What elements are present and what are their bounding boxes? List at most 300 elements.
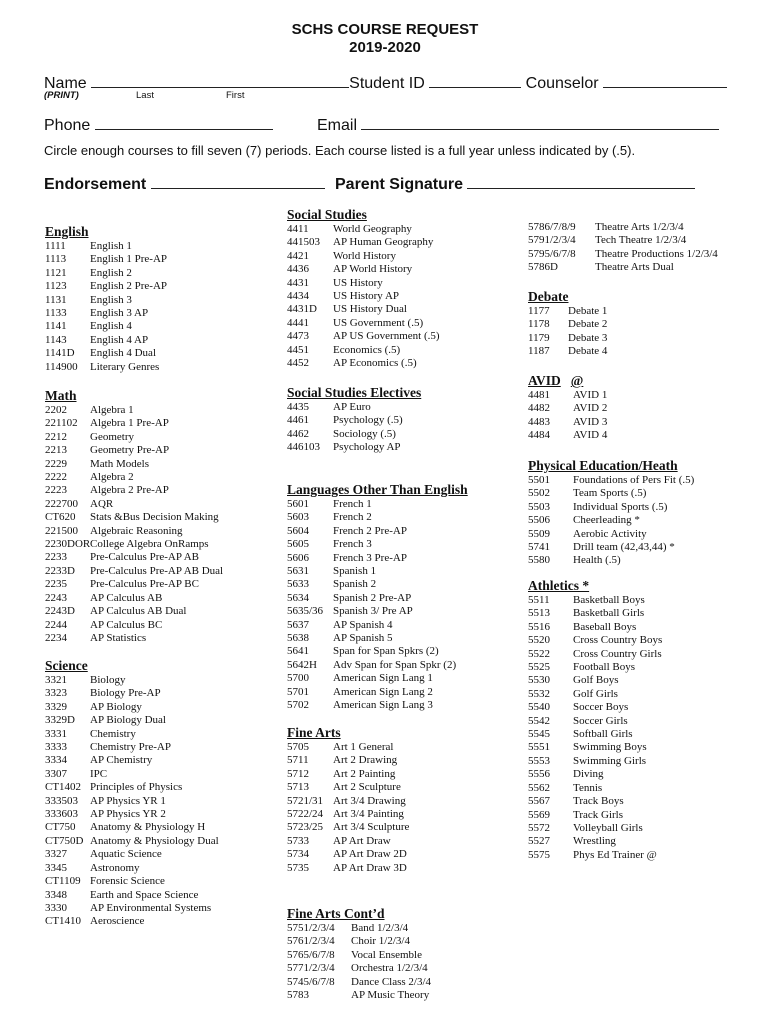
parent-signature-field[interactable] [467, 174, 695, 189]
course-name: English 4 Dual [90, 347, 156, 360]
course-row[interactable] [528, 234, 718, 247]
course-row[interactable] [528, 661, 662, 674]
course-name: Span for Span Spkrs (2) [333, 645, 439, 658]
course-row[interactable] [45, 687, 219, 700]
course-row[interactable] [287, 428, 421, 441]
course-name: Anatomy & Physiology H [90, 821, 206, 834]
course-code: 4431D [287, 303, 317, 316]
course-row[interactable] [45, 835, 219, 848]
course-row[interactable] [45, 294, 167, 307]
course-row[interactable] [45, 741, 219, 754]
course-row[interactable] [528, 402, 607, 415]
course-row[interactable] [528, 554, 694, 567]
section-title-note: @ [570, 373, 584, 388]
course-row[interactable] [287, 565, 468, 578]
course-name: Track Boys [573, 795, 624, 808]
course-code: 4441 [287, 316, 309, 329]
course-name: Debate 2 [568, 318, 608, 331]
course-row[interactable] [528, 345, 607, 358]
course-name: Art 2 Painting [333, 767, 396, 780]
section-title-text: Languages Other Than English [287, 482, 468, 497]
course-name: World Geography [333, 223, 412, 235]
course-code: CT620 [45, 511, 76, 524]
course-code: 5511 [528, 594, 550, 606]
course-name: AP Calculus AB Dual [90, 605, 187, 618]
course-code: 5509 [528, 527, 550, 540]
course-name: AP World History [333, 263, 413, 276]
course-row[interactable] [528, 594, 662, 607]
course-name: Aerobic Activity [573, 527, 647, 540]
course-row[interactable] [528, 474, 694, 487]
section-title-text: Social Studies [287, 207, 367, 222]
course-code: 5705 [287, 741, 309, 753]
course-row[interactable] [528, 728, 662, 741]
course-name: AP Physics YR 1 [90, 794, 166, 807]
course-row[interactable] [287, 605, 468, 618]
course-code: 5733 [287, 834, 309, 847]
course-row[interactable] [45, 320, 167, 333]
course-code: 1123 [45, 280, 67, 293]
section-pe [528, 458, 694, 568]
course-code: 2202 [45, 404, 67, 416]
course-row[interactable] [528, 782, 662, 795]
course-row[interactable] [287, 848, 409, 861]
course-row[interactable] [528, 822, 662, 835]
course-code: 5711 [287, 754, 309, 767]
course-row[interactable] [45, 511, 223, 524]
course-row[interactable] [528, 501, 694, 514]
course-row[interactable] [287, 223, 440, 236]
course-row[interactable] [287, 552, 468, 565]
course-row[interactable] [528, 688, 662, 701]
section-title [45, 224, 167, 240]
course-row[interactable] [287, 862, 409, 875]
course-row[interactable] [287, 686, 468, 699]
course-name: Psychology AP [333, 441, 401, 454]
section-title [287, 482, 468, 498]
course-code: 5734 [287, 848, 309, 861]
course-code: 2243 [45, 591, 67, 604]
course-name: Psychology (.5) [333, 414, 403, 427]
course-name: Individual Sports (.5) [573, 500, 668, 513]
course-row[interactable] [528, 768, 662, 781]
course-row[interactable] [45, 605, 223, 618]
course-row[interactable] [45, 889, 219, 902]
course-code: 1121 [45, 266, 67, 279]
section-science [45, 658, 219, 929]
course-row[interactable] [45, 714, 219, 727]
course-code: 1177 [528, 305, 550, 317]
course-name: Algebra 2 Pre-AP [90, 484, 169, 497]
course-code: 5503 [528, 500, 550, 513]
course-name: Choir 1/2/3/4 [351, 935, 410, 948]
course-row[interactable] [45, 551, 223, 564]
course-code: 1187 [528, 345, 550, 358]
course-row[interactable] [528, 674, 662, 687]
course-code: 221102 [45, 417, 78, 430]
course-code: 5569 [528, 808, 550, 821]
course-name: Aeroscience [90, 915, 145, 928]
course-code: 2244 [45, 618, 67, 631]
section-title [45, 388, 223, 404]
course-row[interactable] [528, 261, 718, 274]
section-athletics [528, 578, 662, 862]
course-row[interactable] [528, 487, 694, 500]
course-row[interactable] [287, 441, 421, 454]
course-code: 2233D [45, 564, 75, 577]
course-row[interactable] [287, 645, 468, 658]
course-name: American Sign Lang 3 [333, 699, 433, 712]
course-row[interactable] [528, 795, 662, 808]
course-row[interactable] [528, 528, 694, 541]
course-name: AQR [90, 497, 114, 510]
course-row[interactable] [287, 344, 440, 357]
course-name: AP US Government (.5) [333, 330, 440, 343]
course-name: Biology Pre-AP [90, 687, 161, 700]
course-row[interactable] [287, 768, 409, 781]
course-row[interactable] [45, 808, 219, 821]
course-name: AP Calculus BC [90, 618, 163, 631]
course-row[interactable] [287, 835, 409, 848]
course-row[interactable] [287, 263, 440, 276]
course-row[interactable] [287, 821, 409, 834]
course-code: 441503 [287, 236, 320, 249]
section-title [528, 458, 694, 474]
endorsement-label: Endorsement [44, 176, 147, 193]
course-row[interactable] [45, 821, 219, 834]
course-code: 5635/36 [287, 605, 324, 618]
section-title-text: English [45, 224, 89, 239]
course-row[interactable] [287, 781, 409, 794]
course-name: AP Art Draw 3D [333, 861, 407, 874]
course-name: Art 3/4 Painting [333, 808, 404, 821]
course-row[interactable] [45, 361, 167, 374]
course-row[interactable] [287, 962, 431, 975]
course-name: AP Art Draw [333, 834, 391, 847]
course-code: 2212 [45, 430, 67, 443]
last-hint: Last [136, 90, 154, 101]
course-row[interactable] [528, 648, 662, 661]
course-row[interactable] [45, 565, 223, 578]
course-row[interactable] [287, 236, 440, 249]
course-name: AP Art Draw 2D [333, 848, 407, 861]
course-code: 3329 [45, 700, 67, 713]
course-row[interactable] [45, 632, 223, 645]
course-name: AVID 3 [573, 415, 608, 428]
course-code: 4484 [528, 429, 550, 442]
course-code: 3348 [45, 888, 67, 901]
course-row[interactable] [287, 330, 440, 343]
course-code: 5502 [528, 487, 550, 500]
course-row[interactable] [45, 498, 223, 511]
course-code: CT1402 [45, 781, 82, 794]
course-code: 5516 [528, 620, 550, 633]
course-row[interactable] [287, 989, 431, 1002]
course-row[interactable] [287, 290, 440, 303]
course-row[interactable] [45, 754, 219, 767]
course-row[interactable] [287, 511, 468, 524]
course-row[interactable] [45, 417, 223, 430]
course-row[interactable] [528, 248, 718, 261]
course-row[interactable] [287, 632, 468, 645]
section-ss-electives [287, 385, 421, 455]
phone-field[interactable] [95, 115, 273, 130]
course-name: Cross Country Boys [573, 634, 663, 647]
course-code: 1133 [45, 307, 67, 320]
course-row[interactable] [45, 728, 219, 741]
course-name: Debate 3 [568, 331, 608, 344]
course-name: Soccer Girls [573, 714, 628, 727]
course-code: 5567 [528, 795, 550, 808]
course-row[interactable] [45, 347, 167, 360]
course-name: American Sign Lang 1 [333, 672, 433, 685]
course-code: 5751/2/3/4 [287, 922, 335, 934]
course-row[interactable] [45, 592, 223, 605]
course-code: 5501 [528, 474, 550, 486]
course-name: Principles of Physics [90, 781, 183, 794]
course-name: World History [333, 249, 396, 262]
course-name: Debate 1 [568, 305, 608, 317]
instructions: Circle enough courses to fill seven (7) periods. Each course listed is a full year unless indicated by (.5). [44, 143, 636, 158]
course-row[interactable] [287, 538, 468, 551]
course-code: 4482 [528, 402, 550, 415]
course-row[interactable] [528, 416, 607, 429]
course-code: 5638 [287, 632, 309, 645]
course-row[interactable] [45, 915, 219, 928]
course-name: French 2 [333, 511, 372, 524]
course-row[interactable] [45, 404, 223, 417]
course-code: 5786D [528, 261, 558, 274]
course-code: 2222 [45, 471, 67, 484]
course-row[interactable] [528, 541, 694, 554]
course-code: 5761/2/3/4 [287, 935, 335, 948]
course-row[interactable] [287, 672, 468, 685]
section-title-text: Fine Arts [287, 725, 341, 740]
course-row[interactable] [45, 431, 223, 444]
course-row[interactable] [528, 514, 694, 527]
section-title [528, 373, 607, 389]
student-id-field[interactable] [429, 73, 521, 88]
course-row[interactable] [45, 848, 219, 861]
course-name: French 3 [333, 538, 372, 551]
course-code: 4462 [287, 427, 309, 440]
course-row[interactable] [528, 715, 662, 728]
course-name: Debate 4 [568, 345, 608, 358]
course-row[interactable] [287, 317, 440, 330]
course-row[interactable] [528, 221, 718, 234]
course-name: Spanish 2 Pre-AP [333, 591, 412, 604]
course-name: Band 1/2/3/4 [351, 922, 409, 934]
course-row[interactable] [287, 303, 440, 316]
course-row[interactable] [287, 659, 468, 672]
course-name: Golf Girls [573, 687, 618, 700]
course-code: 446103 [287, 441, 320, 454]
course-row[interactable] [287, 754, 409, 767]
course-code: 221500 [45, 524, 78, 537]
course-row[interactable] [45, 471, 223, 484]
course-name: AP Human Geography [333, 236, 434, 249]
course-name: Soccer Boys [573, 701, 629, 714]
course-row[interactable] [528, 607, 662, 620]
course-row[interactable] [45, 267, 167, 280]
course-code: 5530 [528, 674, 550, 687]
course-row[interactable] [45, 307, 167, 320]
section-title-text: Math [45, 388, 77, 403]
course-row[interactable] [287, 414, 421, 427]
course-code: 4435 [287, 401, 309, 413]
course-code: 1179 [528, 331, 550, 344]
course-row[interactable] [45, 674, 219, 687]
course-code: 333603 [45, 808, 78, 821]
course-code: CT1410 [45, 915, 82, 928]
course-row[interactable] [287, 808, 409, 821]
course-row[interactable] [287, 795, 409, 808]
email-field[interactable] [361, 115, 719, 130]
course-row[interactable] [287, 592, 468, 605]
course-name: Economics (.5) [333, 343, 401, 356]
course-name: Biology [90, 674, 126, 686]
course-row[interactable] [287, 935, 431, 948]
course-name: Phys Ed Trainer @ [573, 848, 657, 861]
course-row[interactable] [45, 795, 219, 808]
course-code: 4431 [287, 276, 309, 289]
course-row[interactable] [528, 305, 607, 318]
course-row[interactable] [287, 578, 468, 591]
course-row[interactable] [528, 332, 607, 345]
course-row[interactable] [528, 389, 607, 402]
course-row[interactable] [287, 619, 468, 632]
course-row[interactable] [528, 429, 607, 442]
course-name: US History [333, 276, 383, 289]
course-row[interactable] [45, 619, 223, 632]
section-title [287, 906, 431, 922]
course-code: 5540 [528, 701, 550, 714]
course-name: Golf Boys [573, 674, 619, 687]
course-row[interactable] [287, 741, 409, 754]
course-row[interactable] [45, 253, 167, 266]
first-hint: First [226, 90, 245, 101]
course-row[interactable] [45, 525, 223, 538]
course-name: Art 3/4 Drawing [333, 794, 406, 807]
course-name: Track Girls [573, 808, 624, 821]
course-name: Art 2 Sculpture [333, 781, 401, 794]
course-code: 5641 [287, 645, 309, 658]
course-name: Pre-Calculus Pre-AP BC [90, 578, 199, 591]
course-name: AVID 4 [573, 429, 608, 442]
course-name: AP Calculus AB [90, 591, 163, 604]
course-row[interactable] [45, 781, 219, 794]
course-row[interactable] [45, 484, 223, 497]
course-code: 5700 [287, 672, 309, 685]
course-code: 2243D [45, 605, 75, 618]
course-row[interactable] [45, 768, 219, 781]
course-name: AP Biology [90, 700, 142, 713]
course-code: 3345 [45, 861, 67, 874]
course-row[interactable] [287, 357, 440, 370]
course-code: 2229 [45, 457, 67, 470]
course-row[interactable] [528, 809, 662, 822]
course-name: Algebra 1 Pre-AP [90, 417, 169, 430]
course-name: Stats &Bus Decision Making [90, 511, 219, 524]
course-row[interactable] [287, 922, 431, 935]
course-row[interactable] [528, 318, 607, 331]
course-name: AP Economics (.5) [333, 357, 417, 370]
course-row[interactable] [287, 401, 421, 414]
course-name: Geometry Pre-AP [90, 444, 170, 457]
course-name: French 1 [333, 498, 372, 510]
course-row[interactable] [45, 334, 167, 347]
course-code: 1141 [45, 320, 67, 333]
course-row[interactable] [45, 875, 219, 888]
course-code: 5562 [528, 781, 550, 794]
course-row[interactable] [45, 538, 223, 551]
course-row[interactable] [45, 240, 167, 253]
course-row[interactable] [287, 976, 431, 989]
counselor-field[interactable] [603, 73, 727, 88]
page-title: SCHS COURSE REQUEST [291, 21, 479, 38]
course-name: Volleyball Girls [573, 821, 643, 834]
name-field[interactable] [91, 73, 349, 88]
course-row[interactable] [45, 902, 219, 915]
course-code: 5542 [528, 714, 550, 727]
course-name: Tech Theatre 1/2/3/4 [595, 234, 687, 247]
course-name: Earth and Space Science [90, 888, 199, 901]
course-name: AP Biology Dual [90, 714, 166, 727]
course-row[interactable] [287, 525, 468, 538]
course-row[interactable] [45, 444, 223, 457]
course-row[interactable] [528, 634, 662, 647]
course-row[interactable] [45, 280, 167, 293]
course-code: 5701 [287, 685, 309, 698]
course-row[interactable] [528, 755, 662, 768]
course-row[interactable] [287, 699, 468, 712]
course-name: Basketball Girls [573, 607, 645, 620]
course-code: 5553 [528, 754, 550, 767]
course-row[interactable] [287, 250, 440, 263]
course-name: American Sign Lang 2 [333, 685, 433, 698]
course-code: 1141D [45, 347, 75, 360]
course-name: Chemistry Pre-AP [90, 741, 171, 754]
course-name: Theatre Arts Dual [595, 261, 674, 274]
section-debate [528, 289, 607, 359]
endorsement-field[interactable] [151, 174, 325, 189]
course-name: English 3 AP [90, 307, 149, 320]
course-name: AP Statistics [90, 631, 147, 644]
course-name: Algebra 2 [90, 471, 134, 484]
course-row[interactable] [528, 835, 662, 848]
course-name: French 3 Pre-AP [333, 551, 407, 564]
course-name: Algebraic Reasoning [90, 524, 183, 537]
course-code: 5786/7/8/9 [528, 221, 576, 233]
course-row[interactable] [287, 277, 440, 290]
course-row[interactable] [45, 578, 223, 591]
course-name: Spanish 3/ Pre AP [333, 605, 413, 618]
course-row[interactable] [45, 701, 219, 714]
course-row[interactable] [528, 701, 662, 714]
course-row[interactable] [528, 849, 662, 862]
course-row[interactable] [45, 862, 219, 875]
course-name: Theatre Arts 1/2/3/4 [595, 221, 684, 233]
course-code: 4481 [528, 389, 550, 401]
course-row[interactable] [528, 741, 662, 754]
course-code: 1131 [45, 293, 67, 306]
course-row[interactable] [287, 949, 431, 962]
course-row[interactable] [45, 458, 223, 471]
course-code: 4461 [287, 414, 309, 427]
course-row[interactable] [528, 621, 662, 634]
section-title [45, 658, 219, 674]
course-row[interactable] [287, 498, 468, 511]
